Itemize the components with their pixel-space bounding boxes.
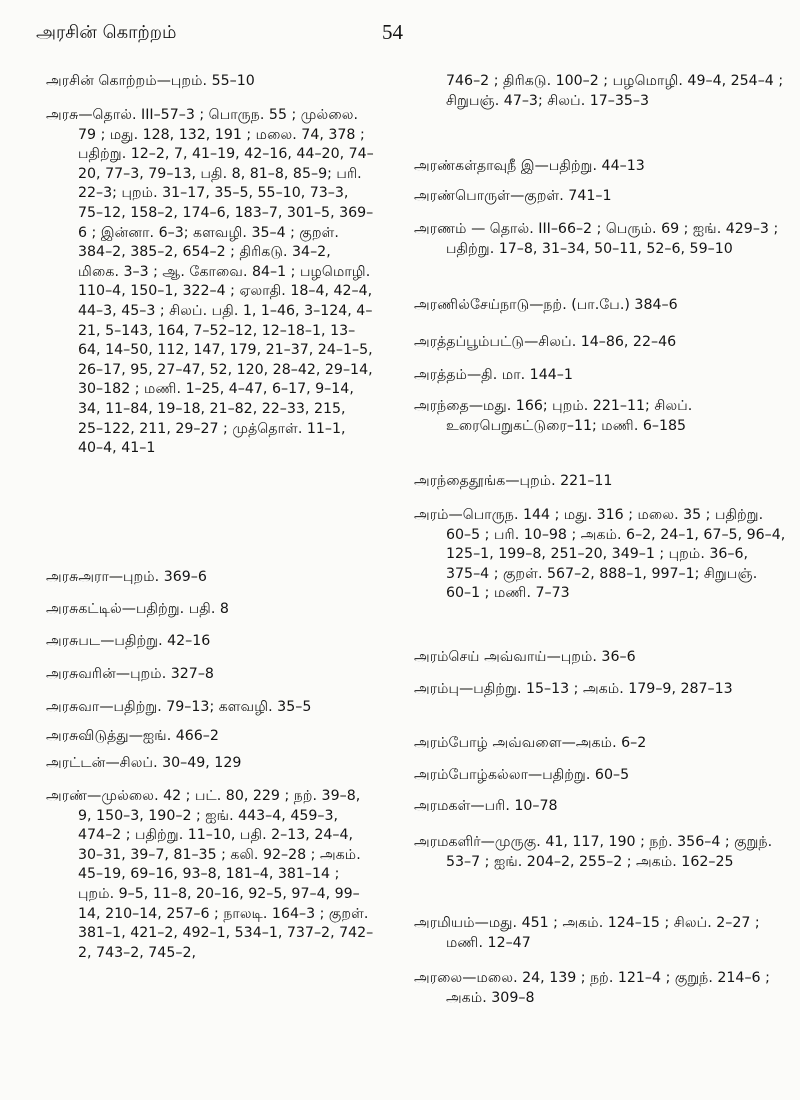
index-entry: அரண்—முல்லை. 42 ; பட். 80, 229 ; நற். 39–8, 9, 150–3, 190–2 ; ஐங். 443–4, 459–3, 474–2 ; பதிற்று. 11–10, பதி. 2–13, 24–4, 30–31, 39–7, 81–35 ; கலி. 92–28 ; அகம். 45–19, 69–16, 93–8, 181–4, 381–14 ; புறம். 9–5, 11–8, 20–16, 92–5, 97–4, 99–14, 210–14, 257–6 ; நாலடி. 164–3 ; குறள். 381–1, 421–2, 492–1, 534–1, 737–2, 742–2, 743–2, 745–2,	[46, 788, 374, 961]
index-entry: அரண்கள்தாவுநீ இ—பதிற்று. 44–13	[414, 158, 645, 174]
index-entry: அரந்தை—மது. 166; புறம். 221–11; சிலப். உரைபெறுகட்டுரை–11; மணி. 6–185	[414, 398, 693, 434]
index-entry: அரட்டன்—சிலப். 30–49, 129	[46, 755, 242, 771]
index-entry-continued: 746–2 ; திரிகடு. 100–2 ; பழமொழி. 49–4, 254–4 ; சிறுபஞ். 47–3; சிலப். 17–35–3	[446, 73, 784, 109]
index-entry: அரசுவா—பதிற்று. 79–13; களவழி. 35–5	[46, 699, 312, 715]
index-entry: அரம்—பொருந. 144 ; மது. 316 ; மலை. 35 ; பதிற்று. 60–5 ; பரி. 10–98 ; அகம். 6–2, 24–1, 67–5, 96–4, 125–1, 199–8, 251–20, 349–1 ; புறம். 36–6, 375–4 ; குறள். 567–2, 888–1, 997–1; சிறுபஞ். 60–1 ; மணி. 7–73	[414, 507, 786, 602]
index-entry: அரத்தப்பூம்பட்டு—சிலப். 14–86, 22–46	[414, 334, 677, 350]
index-entry: அரசு—தொல். III–57–3 ; பொருந. 55 ; முல்லை. 79 ; மது. 128, 132, 191 ; மலை. 74, 378 ; பதிற்று. 12–2, 7, 41–19, 42–16, 44–20, 74–20, 77–3, 79–13, பதி. 8, 81–8, 85–9; பரி. 22–3; புறம். 31–17, 35–5, 55–10, 73–3, 75–12, 158–2, 174–6, 183–7, 301–5, 369–6 ; இன்னா. 6–3; களவழி. 35–4 ; குறள். 384–2, 385–2, 654–2 ; திரிகடு. 34–2, மிகை. 3–3 ; ஆ. கோவை. 84–1 ; பழமொழி. 110–4, 150–1, 322–4 ; ஏலாதி. 18–4, 42–4, 44–3, 45–3 ; சிலப். பதி. 1, 1–46, 3–124, 4–21, 5–143, 164, 7–52–12, 12–18–1, 13–64, 14–50, 112, 147, 179, 21–37, 24–1–5, 26–17, 95, 27–47, 52, 120, 28–42, 29–14, 30–182 ; மணி. 1–25, 4–47, 6–17, 9–14, 34, 11–84, 19–18, 21–82, 22–33, 215, 25–122, 211, 29–27 ; முத்தொள். 11–1, 40–4, 41–1	[46, 107, 374, 457]
index-entry: அரத்தம்—தி. மா. 144–1	[414, 367, 573, 383]
index-entry: அரம்போழ் அவ்வளை—அகம். 6–2	[414, 735, 647, 751]
index-entry: அரம்போழ்கல்லா—பதிற்று. 60–5	[414, 767, 630, 783]
index-entry: அரந்தைதூங்க—புறம். 221–11	[414, 473, 613, 489]
index-entry: அரணம் — தொல். III–66–2 ; பெரும். 69 ; ஐங். 429–3 ; பதிற்று. 17–8, 31–34, 50–11, 52–6, 59–10	[414, 221, 779, 257]
index-entry: அரசுஅரா—புறம். 369–6	[46, 569, 207, 585]
index-entry: அரசுவிடுத்து—ஐங். 466–2	[46, 728, 219, 744]
index-entry: அரமகள்—பரி. 10–78	[414, 798, 558, 814]
running-head: அரசின் கொற்றம்	[36, 22, 177, 43]
index-entry: அரணில்சேய்நாடு—நற். (பா.பே.) 384–6	[414, 297, 678, 313]
index-entry: அரம்பு—பதிற்று. 15–13 ; அகம். 179–9, 287–13	[414, 681, 733, 697]
index-entry: அரசுபட—பதிற்று. 42–16	[46, 633, 211, 649]
index-entry: அரம்செய் அவ்வாய்—புறம். 36–6	[414, 649, 636, 665]
index-entry: அரசுவரின்—புறம். 327–8	[46, 666, 214, 682]
index-entry: அரமியம்—மது. 451 ; அகம். 124–15 ; சிலப். 2–27 ; மணி. 12–47	[414, 915, 760, 951]
index-entry: அரசின் கொற்றம்—புறம். 55–10	[46, 73, 255, 89]
index-entry: அரலை—மலை. 24, 139 ; நற். 121–4 ; குறுந். 214–6 ; அகம். 309–8	[414, 970, 770, 1006]
index-entry: அரண்பொருள்—குறள். 741–1	[414, 188, 612, 204]
index-entry: அரமகளிர்—முருகு. 41, 117, 190 ; நற். 356–4 ; குறுந். 53–7 ; ஐங். 204–2, 255–2 ; அகம். 162–25	[414, 834, 773, 870]
index-entry: அரசுகட்டில்—பதிற்று. பதி. 8	[46, 601, 229, 617]
page-number: 54	[382, 20, 403, 44]
